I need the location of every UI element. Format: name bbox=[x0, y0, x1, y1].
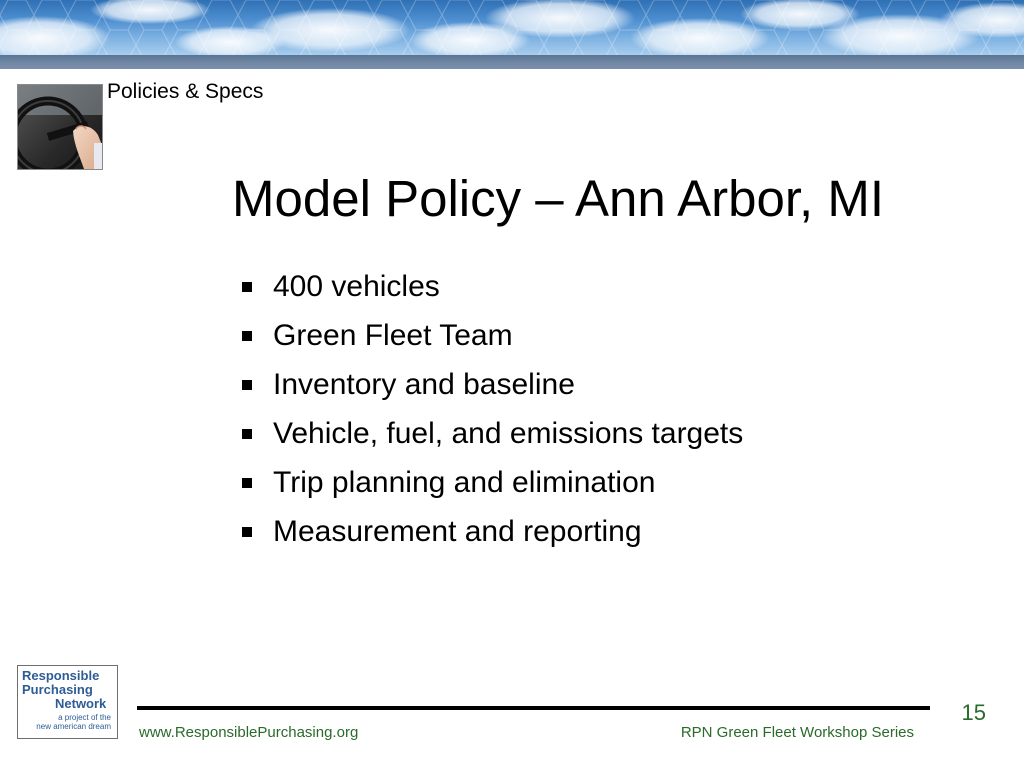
rpn-logo bbox=[17, 665, 118, 739]
logo-subtitle-1: a project of the bbox=[58, 713, 111, 722]
banner-stripe bbox=[0, 55, 1024, 69]
bullet-text: Inventory and baseline bbox=[273, 367, 575, 401]
square-bullet-icon bbox=[242, 527, 252, 537]
logo-line-1: Responsible bbox=[22, 668, 100, 683]
square-bullet-icon bbox=[242, 429, 252, 439]
footer-series-title: RPN Green Fleet Workshop Series bbox=[680, 724, 914, 741]
bullet-item bbox=[242, 262, 743, 311]
bullet-item bbox=[242, 311, 743, 360]
steering-wheel-icon bbox=[18, 85, 102, 169]
bullet-list bbox=[242, 262, 743, 556]
bullet-item bbox=[242, 360, 743, 409]
logo-subtitle-2: new american dream bbox=[36, 722, 111, 731]
square-bullet-icon bbox=[242, 478, 252, 488]
bullet-item bbox=[242, 409, 743, 458]
footer-url-link[interactable]: www.ResponsiblePurchasing.org bbox=[139, 724, 359, 741]
bullet-text: Green Fleet Team bbox=[273, 318, 513, 352]
slide-number: 15 bbox=[961, 700, 986, 725]
square-bullet-icon bbox=[242, 380, 252, 390]
square-bullet-icon bbox=[242, 282, 252, 292]
footer-divider bbox=[137, 706, 930, 710]
slide-title: Model Policy – Ann Arbor, MI bbox=[232, 170, 884, 227]
steering-wheel-photo bbox=[17, 84, 103, 170]
square-bullet-icon bbox=[242, 331, 252, 341]
bullet-text: Measurement and reporting bbox=[273, 514, 642, 548]
logo-line-3: Network bbox=[55, 696, 107, 711]
bullet-text: Vehicle, fuel, and emissions targets bbox=[273, 416, 744, 450]
cloud-banner-image bbox=[0, 0, 1024, 55]
bullet-text: Trip planning and elimination bbox=[273, 465, 656, 499]
logo-line-2: Purchasing bbox=[22, 682, 93, 697]
sky-banner bbox=[0, 0, 1024, 55]
bullet-item bbox=[242, 507, 743, 556]
bullet-item bbox=[242, 458, 743, 507]
section-label: Policies & Specs bbox=[107, 80, 264, 103]
bullet-text: 400 vehicles bbox=[273, 269, 440, 303]
